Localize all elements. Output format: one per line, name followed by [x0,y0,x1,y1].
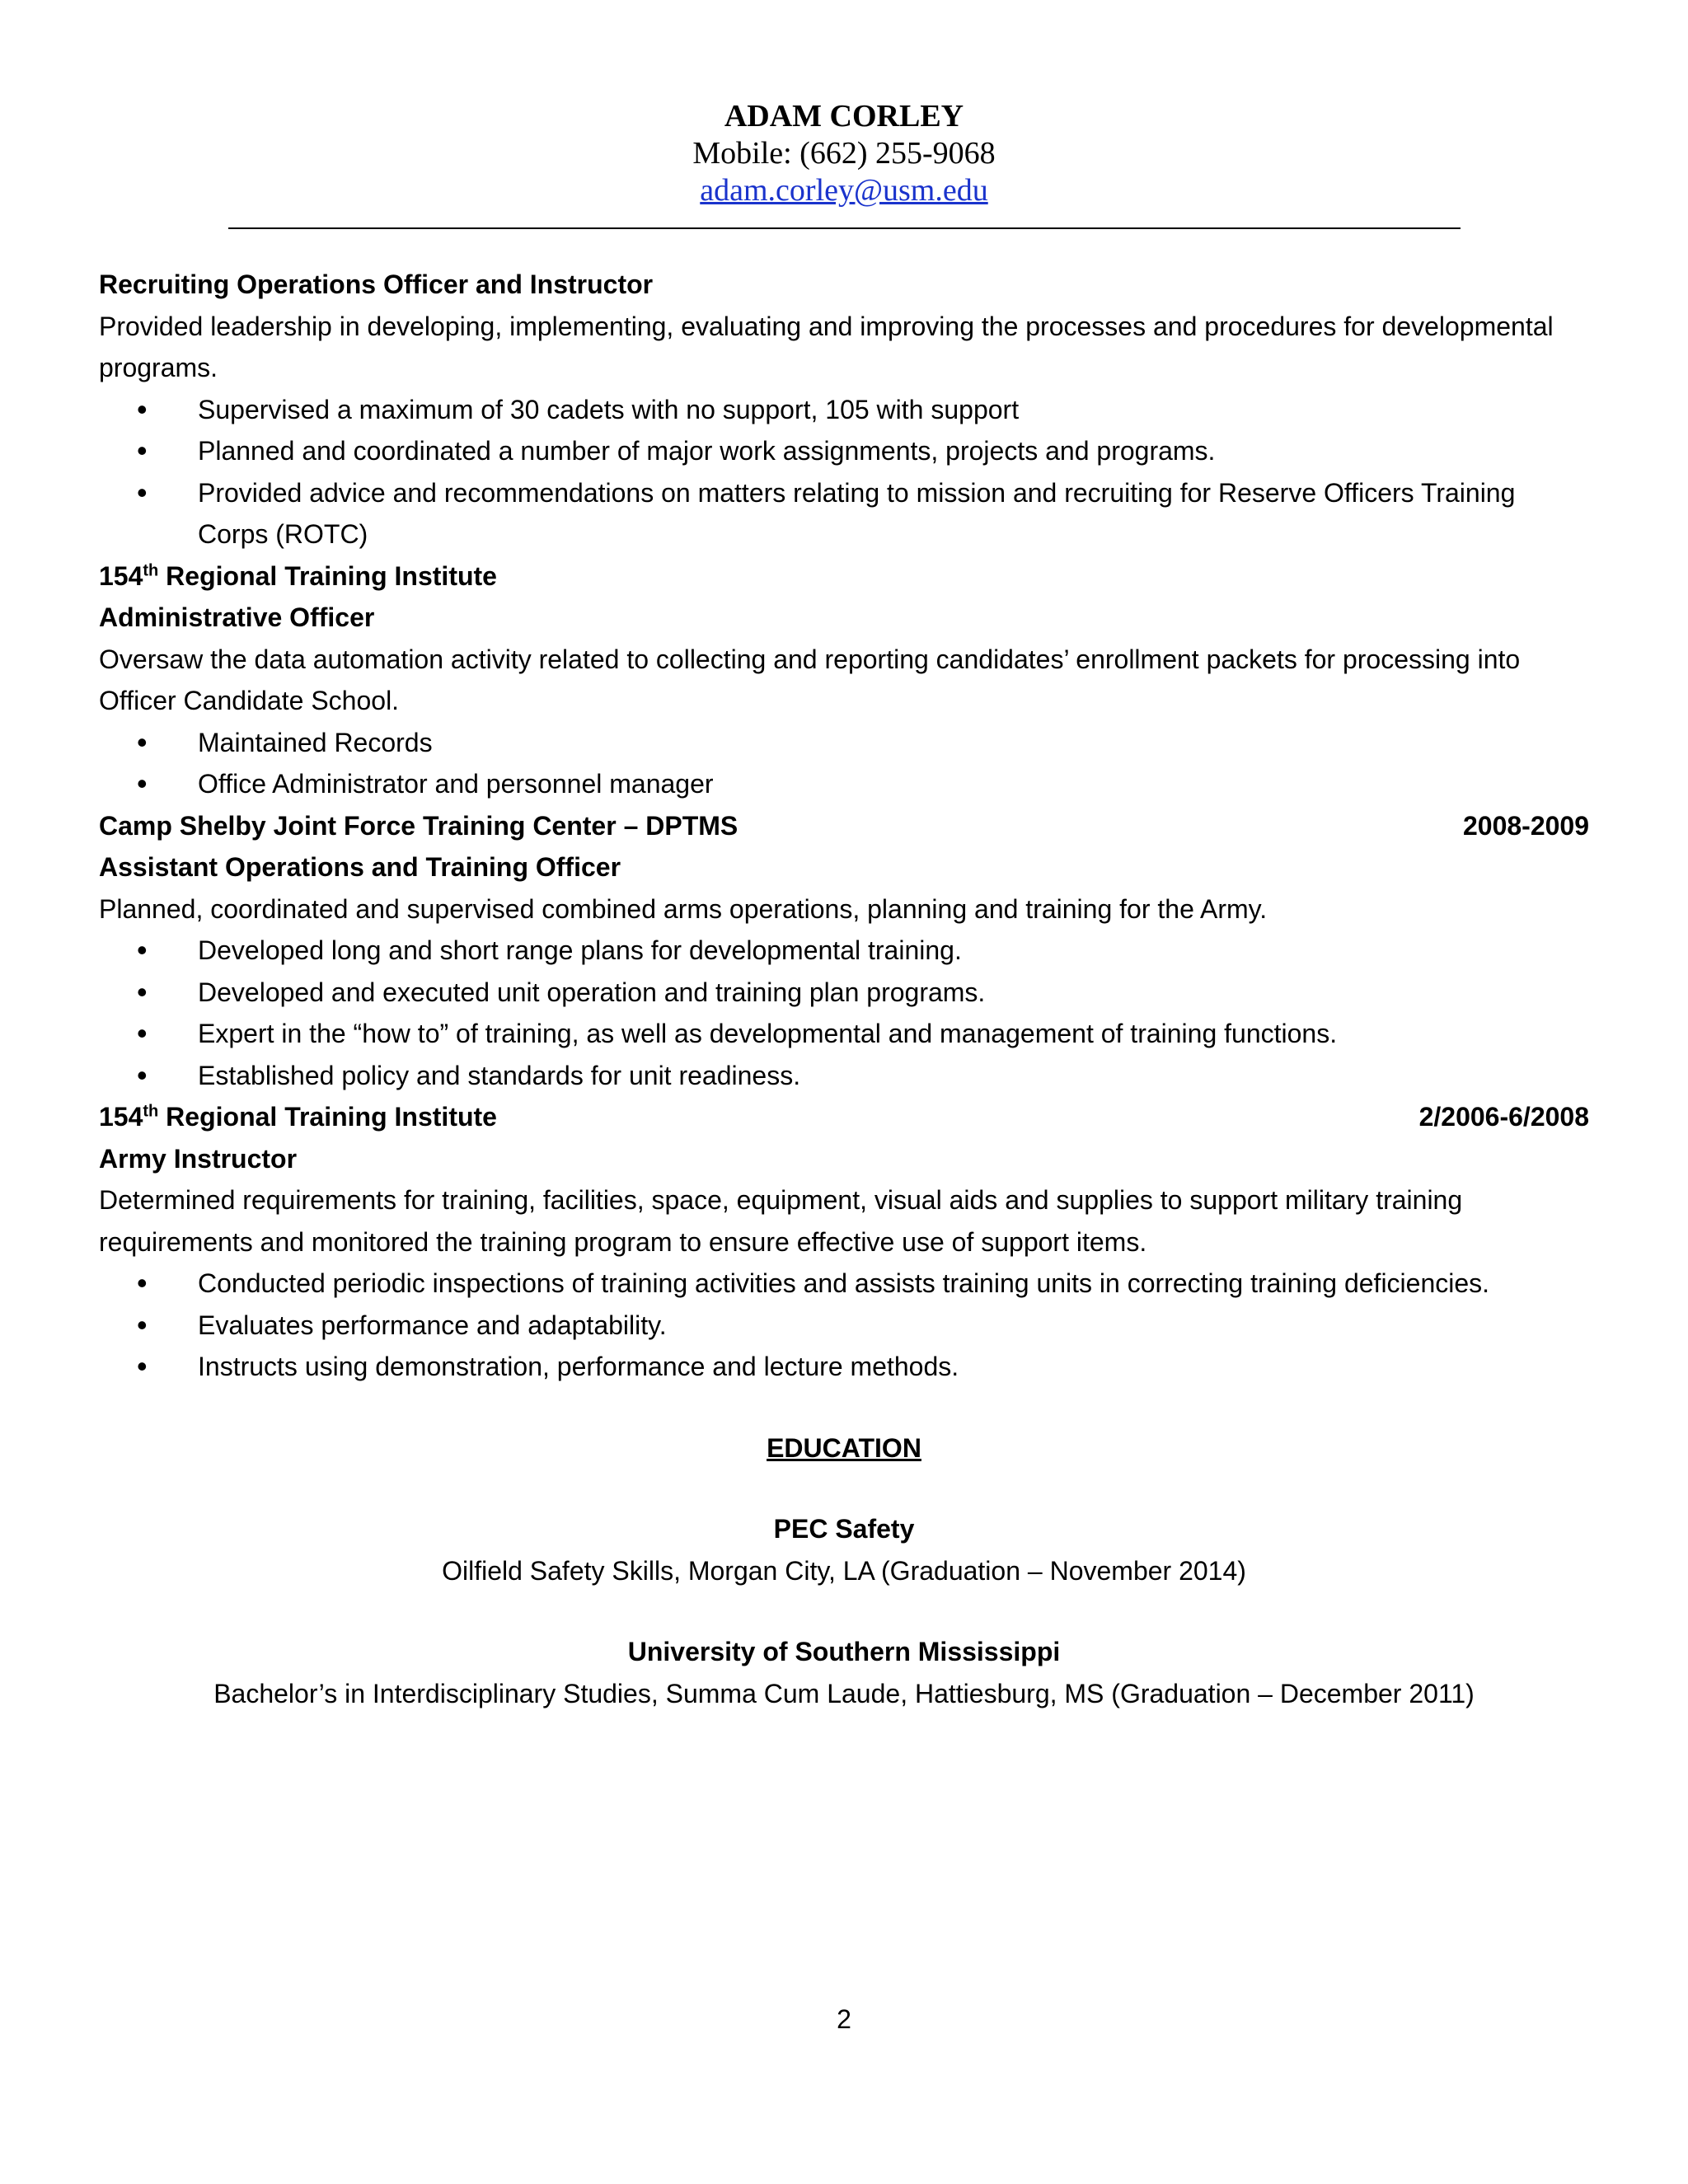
job-description: Oversaw the data automation activity related to collecting and reporting candidates’ enrollment packets for processing into Officer Candidate School. [99,644,1521,715]
org-number: 154 [99,1102,143,1132]
org-name-rest: Regional Training Institute [158,560,497,591]
job-bullets [99,930,1589,1096]
organization-name: Camp Shelby Joint Force Training Center – DPTMS [99,810,738,841]
bullet-item: • Instructs using demonstration, performance and lecture methods. [99,1346,1589,1388]
contact-header [99,0,1589,229]
candidate-name: ADAM CORLEY [724,99,964,134]
school-detail: Bachelor’s in Interdisciplinary Studies, Summa Cum Laude, Hattiesburg, MS (Graduation – December 2011) [213,1678,1475,1708]
job-title: Army Instructor [99,1143,298,1174]
bullet-item: • Planned and coordinated a number of major work assignments, projects and programs. [99,430,1589,472]
education-section [99,1427,1589,1715]
job-dates: 2008-2009 [1462,810,1589,841]
job-title: Assistant Operations and Training Officer [99,852,621,882]
job-title: Recruiting Operations Officer and Instructor [99,269,654,299]
experience-section [99,264,1589,1388]
bullet-item: • Established policy and standards for unit readiness. [99,1055,1589,1097]
bullet-item: • Developed long and short range plans for developmental training. [99,930,1589,972]
mobile-number: Mobile: (662) 255-9068 [692,136,996,171]
bullet-item: • Provided advice and recommendations on matters relating to mission and recruiting for Reserve Officers Training Corps (ROTC) [99,472,1589,555]
job-description: Planned, coordinated and supervised combined arms operations, planning and training for the Army. [99,893,1268,924]
job-description: Determined requirements for training, facilities, space, equipment, visual aids and supplies to support military training requirements and monitored the training program to ensure effective use of support items. [99,1185,1463,1257]
bullet-item: • Evaluates performance and adaptability. [99,1305,1589,1347]
org-ordinal: th [143,1102,159,1121]
org-name-rest: Regional Training Institute [158,1102,497,1132]
page-number: 2 [837,2004,851,2034]
bullet-item: • Supervised a maximum of 30 cadets with no support, 105 with support [99,389,1589,431]
bullet-item: • Maintained Records [99,722,1589,764]
organization-row [99,805,1589,847]
job-title: Administrative Officer [99,602,375,632]
school-detail: Oilfield Safety Skills, Morgan City, LA (Graduation – November 2014) [442,1555,1246,1586]
job-dates: 2/2006-6/2008 [1418,1102,1589,1132]
job-description: Provided leadership in developing, implementing, evaluating and improving the processes and procedures for developmental programs. [99,311,1554,382]
bullet-item: • Conducted periodic inspections of training activities and assists training units in correcting training deficiencies. [99,1263,1589,1305]
organization-row [99,1096,1589,1138]
school-name: PEC Safety [773,1514,915,1544]
education-heading: EDUCATION [767,1432,921,1463]
org-ordinal: th [143,560,159,579]
job-bullets [99,1263,1589,1388]
email-link[interactable]: adam.corley@usm.edu [700,173,988,208]
job-bullets [99,722,1589,805]
job-bullets [99,389,1589,555]
bullet-item: • Developed and executed unit operation and training plan programs. [99,972,1589,1014]
organization-name [99,1096,497,1138]
school-name: University of Southern Mississippi [627,1637,1061,1666]
header-divider [228,227,1461,229]
org-number: 154 [99,560,143,591]
bullet-item: • Office Administrator and personnel manager [99,763,1589,805]
bullet-item: • Expert in the “how to” of training, as well as developmental and management of training functions. [99,1013,1589,1055]
organization-name [99,555,1589,598]
